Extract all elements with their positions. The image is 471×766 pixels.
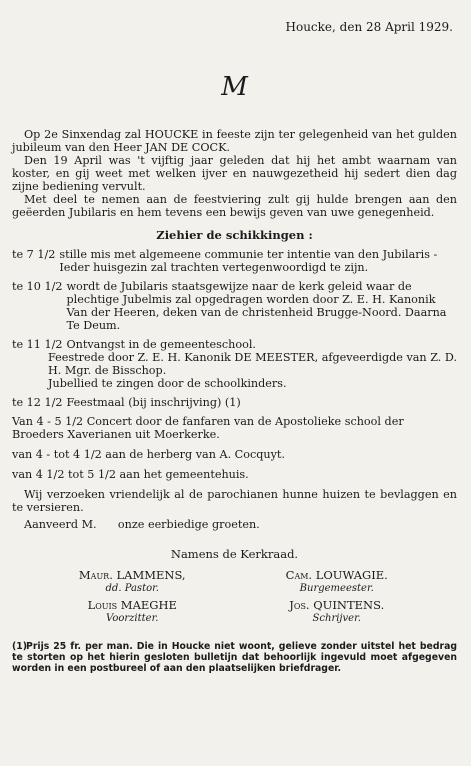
closing-paragraph: Wij verzoeken vriendelijk al de parochianen hunne huizen te bevlaggen en te versieren. (12, 488, 457, 514)
schedule-text: Ontvangst in de gemeenteschool. (66, 338, 256, 351)
schedule-subtext: Feestrede door Z. E. H. Kanonik DE MEESTER, afgeveerdigde van Z. D. H. Mgr. de Bisschop. (48, 351, 458, 377)
signatory (30, 569, 235, 595)
intro-paragraph-3: Met deel te nemen aan de feestviering zult gij hulde brengen aan den geëerden Jubilaris en hem tevens een bewijs geven van uwe genegenheid. (12, 193, 457, 219)
letter-date: Houcke, den 28 April 1929. (285, 20, 453, 34)
schedule-item (12, 396, 457, 409)
signatory-role: dd. Pastor. (105, 583, 159, 594)
signatory (235, 599, 440, 625)
inn-line: van 4 - tot 4 1/2 aan de herberg van A. Cocquyt. (12, 448, 285, 461)
schedule-time: te 12 1/2 (12, 396, 63, 409)
schedule-time: te 7 1/2 (12, 248, 56, 261)
signatory-role: Schrijver. (312, 613, 361, 624)
schedule-text: stille mis met algemeene communie ter intentie van den Jubilaris - Ieder huisgezin zal trachten vertegenwoordigd te zijn. (59, 248, 438, 274)
signatures (30, 569, 439, 625)
signatory-name: Maur. LAMMENS, (78, 568, 186, 582)
schedule-item (12, 248, 457, 274)
regards-line: Aanveerd M. onze eerbiedige groeten. (24, 518, 260, 531)
schedule-item (12, 338, 457, 390)
signatory-name: Louis MAEGHE (87, 598, 177, 612)
signatory-role: Burgemeester. (299, 583, 374, 594)
footnote-text: Prijs 25 fr. per man. Die in Houcke niet woont, gelieve zonder uitstel het bedrag te storten op het hierin gesloten bulletijn dat behoorlijk ingevuld moet afgegeven worden in een postbureel of aan den plaatselijken briefdrager. (12, 641, 457, 674)
footnote-mark: (1) (12, 641, 27, 652)
signatory-name: Cam. LOUWAGIE. (285, 568, 388, 582)
signatory-role: Voorzitter. (106, 613, 159, 624)
schedule-text: wordt de Jubilaris staatsgewijze naar de kerk geleid waar de plechtige Jubelmis zal opgedragen worden door Z. E. H. Kanonik Van der Heeren, deken van de christenheid Brugge-Noord. Daarna Te Deum. (66, 280, 447, 332)
signatory (235, 569, 440, 595)
concert-line: Van 4 - 5 1/2 Concert door de fanfaren van de Apostolieke school der Broeders Xaverianen uit Moerkerke. (12, 415, 404, 441)
signatory (30, 599, 235, 625)
intro-paragraph-2: Den 19 April was 't vijftig jaar geleden dat hij het ambt waarnam van koster, en gij weet met welken ijver en nauwgezetheid hij sedert dien dag zijne bediening vervult. (12, 154, 457, 193)
schedule-item (12, 280, 457, 332)
schedule-text: Feestmaal (bij inschrijving) (1) (66, 396, 241, 409)
schedule-subtext: Jubellied te zingen door de schoolkinders. (48, 377, 287, 390)
townhall-line: van 4 1/2 tot 5 1/2 aan het gemeentehuis. (12, 468, 249, 481)
schedule-time: te 10 1/2 (12, 280, 63, 293)
on-behalf-line: Namens de Kerkraad. (170, 547, 299, 561)
intro-paragraph-1: Op 2e Sinxendag zal HOUCKE in feeste zijn ter gelegenheid van het gulden jubileum van den Heer JAN DE COCK. (12, 128, 457, 154)
signatory-name: Jos. QUINTENS. (289, 598, 385, 612)
footnote (12, 641, 457, 674)
salutation: M (221, 72, 248, 102)
schedule-time: te 11 1/2 (12, 338, 63, 351)
schedule-heading: Ziehier de schikkingen : (156, 228, 313, 242)
